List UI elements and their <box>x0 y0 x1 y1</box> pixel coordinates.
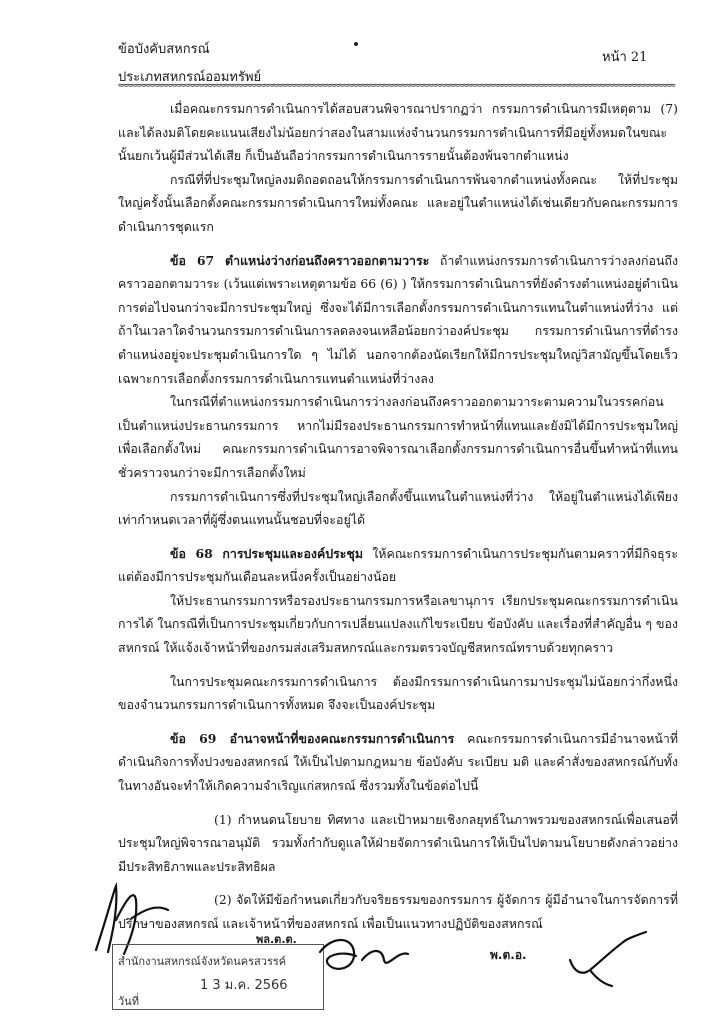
article-text: ให้คณะกรรมการดำเนินการประชุมกันตามคราวที่มีกิจธุระแต่ต้องมีการประชุมกันเดือนละหนึ่งครั้งเป็นอย่างน้อย <box>118 545 678 585</box>
list-item: (1) กำหนดนโยบาย ทิศทาง และเป้าหมายเชิงกลยุทธ์ในภาพรวมของสหกรณ์เพื่อเสนอที่ประชุมใหญ่พิจารณาอนุมัติ รวมทั้งกำกับดูแลให้ฝ่ายจัดการดำเนินการให้เป็นไปตามนโยบายดังกล่าวอย่างมีประสิทธิภาพและประสิทธิผล <box>118 811 678 874</box>
stamp-rank: พล.ต.ต. <box>256 933 297 946</box>
article-heading: ข้อ 67 ตำแหน่งว่างก่อนถึงคราวออกตามวาระ <box>170 252 430 268</box>
paragraph: กรณีที่ที่ประชุมใหญ่ลงมติถอดถอนให้กรรมการดำเนินการพ้นจากตำแหน่งทั้งคณะ ให้ที่ประชุมใหญ่ครั้งนั้นเลือกตั้งคณะกรรมการดำเนินการใหม่ทั้งคณะ และอยู่ในตำแหน่งได้เช่นเดียวกับคณะกรรมการดำเนินการชุดแรก <box>118 171 678 234</box>
paragraph: กรรมการดำเนินการซึ่งที่ประชุมใหญ่เลือกตั้งขึ้นแทนในตำแหน่งที่ว่าง ให้อยู่ในตำแหน่งได้เพียงเท่ากำหนดเวลาที่ผู้ซึ่งตนแทนนั้นชอบที่จะอยู่ได้ <box>118 488 678 528</box>
article-text: ถ้าตำแหน่งกรรมการดำเนินการว่างลงก่อนถึงคราวออกตามวาระ (เว้นแต่เพราะเหตุตามข้อ 66 (6) ) ให้กรรมการดำเนินการที่ยังดำรงตำแหน่งอยู่ดำเนินการต่อไปจนกว่าจะมีการประชุมใหญ่ ซึ่งจะได้มีการเลือกตั้งกรรมการดำเนินการแทนในตำแหน่งที่ว่าง แต่ถ้าในเวลาใดจำนวนกรรมการดำเนินการลดลงจนเหลือน้อยกว่าองค์ประชุม กรรมการดำเนินการที่ดำรงตำแหน่งอยู่จะประชุมดำเนินการใด ๆ ไม่ได้ นอกจากต้องนัดเรียกให้มีการประชุมใหญ่วิสามัญขึ้นโดยเร็ว เฉพาะการเลือกตั้งกรรมการดำเนินการแทนตำแหน่งที่ว่างลง <box>118 252 678 386</box>
rank-label: พ.ต.อ. <box>490 948 527 962</box>
document-body <box>118 97 678 936</box>
header-divider: ≈≈≈≈≈≈≈≈≈≈≈≈≈≈≈≈≈≈≈≈≈≈≈≈≈≈≈≈≈≈≈≈≈≈≈≈≈≈≈≈≈≈≈≈≈≈≈≈≈≈≈≈≈≈≈≈≈≈≈≈≈≈≈≈≈≈≈≈≈≈≈≈≈≈≈≈≈≈≈≈≈≈≈≈≈≈≈≈≈≈≈≈≈≈≈≈≈≈≈≈≈≈≈≈≈≈≈≈≈≈≈≈≈≈≈≈≈≈≈≈≈≈≈≈≈≈ <box>118 82 675 90</box>
cooperative-type: ประเภทสหกรณ์ออมทรัพย์ <box>118 70 262 85</box>
signature-right-icon <box>560 930 650 990</box>
stamp-date-label: วันที่ <box>118 995 139 1008</box>
page-number: หน้า 21 <box>602 50 648 65</box>
paragraph: ในการประชุมคณะกรรมการดำเนินการ ต้องมีกรรมการดำเนินการมาประชุมไม่น้อยกว่ากึ่งหนึ่งของจำนวนกรรมการดำเนินการทั้งหมด จึงจะเป็นองค์ประชุม <box>118 673 678 713</box>
stamp-office: สำนักงานสหกรณ์จังหวัดนครสวรรค์ <box>118 955 287 968</box>
signature-middle-icon <box>312 930 412 980</box>
article-heading: ข้อ 68 การประชุมและองค์ประชุม <box>170 545 363 561</box>
article-69 <box>118 727 678 798</box>
article-68 <box>118 542 678 589</box>
bylaw-title: ข้อบังคับสหกรณ์ <box>118 42 210 57</box>
article-67 <box>118 249 678 391</box>
paragraph: ให้ประธานกรรมการหรือรองประธานกรรมการหรือเลขานุการ เรียกประชุมคณะกรรมการดำเนินการได้ ในกรณีที่เป็นการประชุมเกี่ยวกับการเปลี่ยนแปลงแก้ไขระเบียบ ข้อบังคับ และเรื่องที่สำคัญอื่น ๆ ของสหกรณ์ ให้แจ้งเจ้าหน้าที่ของกรมส่งเสริมสหกรณ์และกรมตรวจบัญชีสหกรณ์ทราบด้วยทุกคราว <box>118 592 678 656</box>
article-text: คณะกรรมการดำเนินการมีอำนาจหน้าที่ดำเนินกิจการทั้งปวงของสหกรณ์ ให้เป็นไปตามกฎหมาย ข้อบังคับ ระเบียบ มติ และคำสั่งของสหกรณ์กับทั้งในทางอันจะทำให้เกิดความจำเริญแก่สหกรณ์ ซึ่งรวมทั้งในข้อต่อไปนี้ <box>118 730 678 794</box>
stamp-date: 1 3 ม.ค. 2566 <box>200 978 288 993</box>
article-heading: ข้อ 69 อำนาจหน้าที่ของคณะกรรมการดำเนินการ <box>170 730 455 746</box>
paragraph: เมื่อคณะกรรมการดำเนินการได้สอบสวนพิจารณาปรากฏว่า กรรมการดำเนินการมีเหตุตาม (7) และได้ลงมติโดยคะแนนเสียงไม่น้อยกว่าสองในสามแห่งจำนวนกรรมการดำเนินการที่มีอยู่ทั้งหมดในขณะนั้นยกเว้นผู้มีส่วนได้เสีย ก็เป็นอันถือว่ากรรมการดำเนินการรายนั้นต้องพ้นจากตำแหน่ง <box>118 101 678 164</box>
punch-dot <box>354 42 358 46</box>
list-item: (2) จัดให้มีข้อกำหนดเกี่ยวกับจริยธรรมของกรรมการ ผู้จัดการ ผู้มีอำนาจในการจัดการที่ปรึกษาของสหกรณ์ และเจ้าหน้าที่ของสหกรณ์ เพื่อเป็นแนวทางปฏิบัติของสหกรณ์ <box>118 892 678 931</box>
paragraph: ในกรณีที่ตำแหน่งกรรมการดำเนินการว่างลงก่อนถึงคราวออกตามวาระตามความในวรรคก่อนเป็นตำแหน่งประธานกรรมการ หากไม่มีรองประธานกรรมการทำหน้าที่แทนและยังมิได้มีการประชุมใหญ่เพื่อเลือกตั้งใหม่ คณะกรรมการดำเนินการอาจพิจารณาเลือกตั้งกรรมการดำเนินการอื่นขึ้นทำหน้าที่แทนชั่วคราวจนกว่าจะมีการเลือกตั้งใหม่ <box>118 394 678 480</box>
